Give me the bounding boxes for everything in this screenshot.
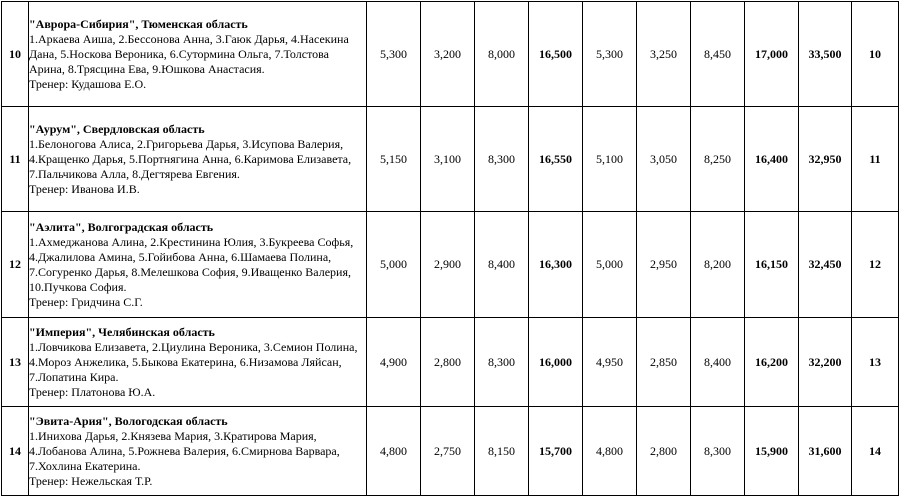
table-row [2, 318, 899, 407]
total-cell: 32,200 [799, 318, 852, 407]
team-members: 1.Ловчикова Елизавета, 2.Циулина Вероника, 3.Семион Полина, 4.Мороз Анжелика, 5.Быкова Екатерина, 6.Низамова Ляйсан, 7.Лопатина Кира. [29, 339, 358, 384]
subtotal-cell: 15,700 [529, 407, 583, 496]
team-coach: Тренер: Гридчина С.Г. [29, 294, 143, 309]
results-body [2, 2, 899, 496]
score-cell: 2,900 [421, 212, 475, 318]
score-cell: 3,100 [421, 107, 475, 212]
table-row [2, 2, 899, 107]
team-cell [29, 407, 367, 496]
team-name: "Аврора-Сибирия", Тюменская область [29, 16, 248, 31]
final-place-cell: 13 [852, 318, 899, 407]
subtotal-cell: 16,000 [529, 318, 583, 407]
subtotal-cell: 16,400 [745, 107, 799, 212]
place-cell: 10 [2, 2, 29, 107]
place-cell: 11 [2, 107, 29, 212]
team-cell [29, 318, 367, 407]
score-cell: 3,050 [637, 107, 691, 212]
score-cell: 2,950 [637, 212, 691, 318]
team-members: 1.Инихова Дарья, 2.Князева Мария, 3.Кратирова Мария, 4.Лобанова Алина, 5.Рожнева Валерия, 6.Смирнова Варвара, 7.Хохлина Екатерина. [29, 428, 340, 473]
score-cell: 8,250 [691, 107, 745, 212]
team-coach: Тренер: Иванова И.В. [29, 181, 140, 196]
score-cell: 8,150 [475, 407, 529, 496]
score-cell: 8,400 [475, 212, 529, 318]
score-cell: 2,750 [421, 407, 475, 496]
score-cell: 5,150 [367, 107, 421, 212]
place-cell: 14 [2, 407, 29, 496]
final-place-cell: 14 [852, 407, 899, 496]
score-cell: 3,200 [421, 2, 475, 107]
table-row [2, 212, 899, 318]
score-cell: 3,250 [637, 2, 691, 107]
team-coach: Тренер: Нежельская Т.Р. [29, 473, 153, 488]
place-cell: 12 [2, 212, 29, 318]
score-cell: 4,800 [583, 407, 637, 496]
score-cell: 5,100 [583, 107, 637, 212]
score-cell: 4,900 [367, 318, 421, 407]
score-cell: 8,400 [691, 318, 745, 407]
total-cell: 32,950 [799, 107, 852, 212]
subtotal-cell: 16,150 [745, 212, 799, 318]
team-name: "Аэлита", Волгоградская область [29, 219, 214, 234]
place-cell: 13 [2, 318, 29, 407]
score-cell: 2,800 [421, 318, 475, 407]
score-cell: 8,200 [691, 212, 745, 318]
table-row [2, 107, 899, 212]
team-name: "Империя", Челябинская область [29, 324, 215, 339]
team-name: "Эвита-Ария", Вологодская область [29, 413, 228, 428]
score-cell: 5,000 [367, 212, 421, 318]
total-cell: 32,450 [799, 212, 852, 318]
team-members: 1.Аркаева Аиша, 2.Бессонова Анна, 3.Гаюк Дарья, 4.Насекина Дана, 5.Носкова Вероника, 6.Сутормина Ольга, 7.Толстова Арина, 8.Трясцина Ева, 9.Юшкова Анастасия. [29, 31, 349, 76]
subtotal-cell: 16,200 [745, 318, 799, 407]
score-cell: 2,850 [637, 318, 691, 407]
table-row [2, 407, 899, 496]
team-cell [29, 2, 367, 107]
team-members: 1.Белоногова Алиса, 2.Григорьева Дарья, 3.Исупова Валерия, 4.Кращенко Дарья, 5.Портнягина Анна, 6.Каримова Елизавета, 7.Пальчикова Алла, 8.Дегтярева Евгения. [29, 136, 352, 181]
team-coach: Тренер: Платонова Ю.А. [29, 384, 156, 399]
score-cell: 5,300 [583, 2, 637, 107]
subtotal-cell: 15,900 [745, 407, 799, 496]
score-cell: 8,300 [691, 407, 745, 496]
team-members: 1.Ахмеджанова Алина, 2.Крестинина Юлия, 3.Букреева Софья, 4.Джалилова Амина, 5.Гойибова Анна, 6.Шамаева Полина, 7.Согуренко Дарья, 8.Мелешкова София, 9.Иващенко Валерия, 10.Пучкова София. [29, 234, 354, 294]
team-cell [29, 212, 367, 318]
team-cell [29, 107, 367, 212]
total-cell: 31,600 [799, 407, 852, 496]
score-cell: 8,300 [475, 318, 529, 407]
total-cell: 33,500 [799, 2, 852, 107]
score-cell: 4,950 [583, 318, 637, 407]
final-place-cell: 12 [852, 212, 899, 318]
score-cell: 5,000 [583, 212, 637, 318]
score-cell: 8,000 [475, 2, 529, 107]
subtotal-cell: 17,000 [745, 2, 799, 107]
results-table [1, 1, 899, 496]
score-cell: 8,300 [475, 107, 529, 212]
final-place-cell: 11 [852, 107, 899, 212]
score-cell: 5,300 [367, 2, 421, 107]
final-place-cell: 10 [852, 2, 899, 107]
team-name: "Аурум", Свердловская область [29, 121, 205, 136]
score-cell: 4,800 [367, 407, 421, 496]
subtotal-cell: 16,550 [529, 107, 583, 212]
subtotal-cell: 16,500 [529, 2, 583, 107]
score-cell: 2,800 [637, 407, 691, 496]
team-coach: Тренер: Кудашова Е.О. [29, 76, 147, 91]
subtotal-cell: 16,300 [529, 212, 583, 318]
score-cell: 8,450 [691, 2, 745, 107]
